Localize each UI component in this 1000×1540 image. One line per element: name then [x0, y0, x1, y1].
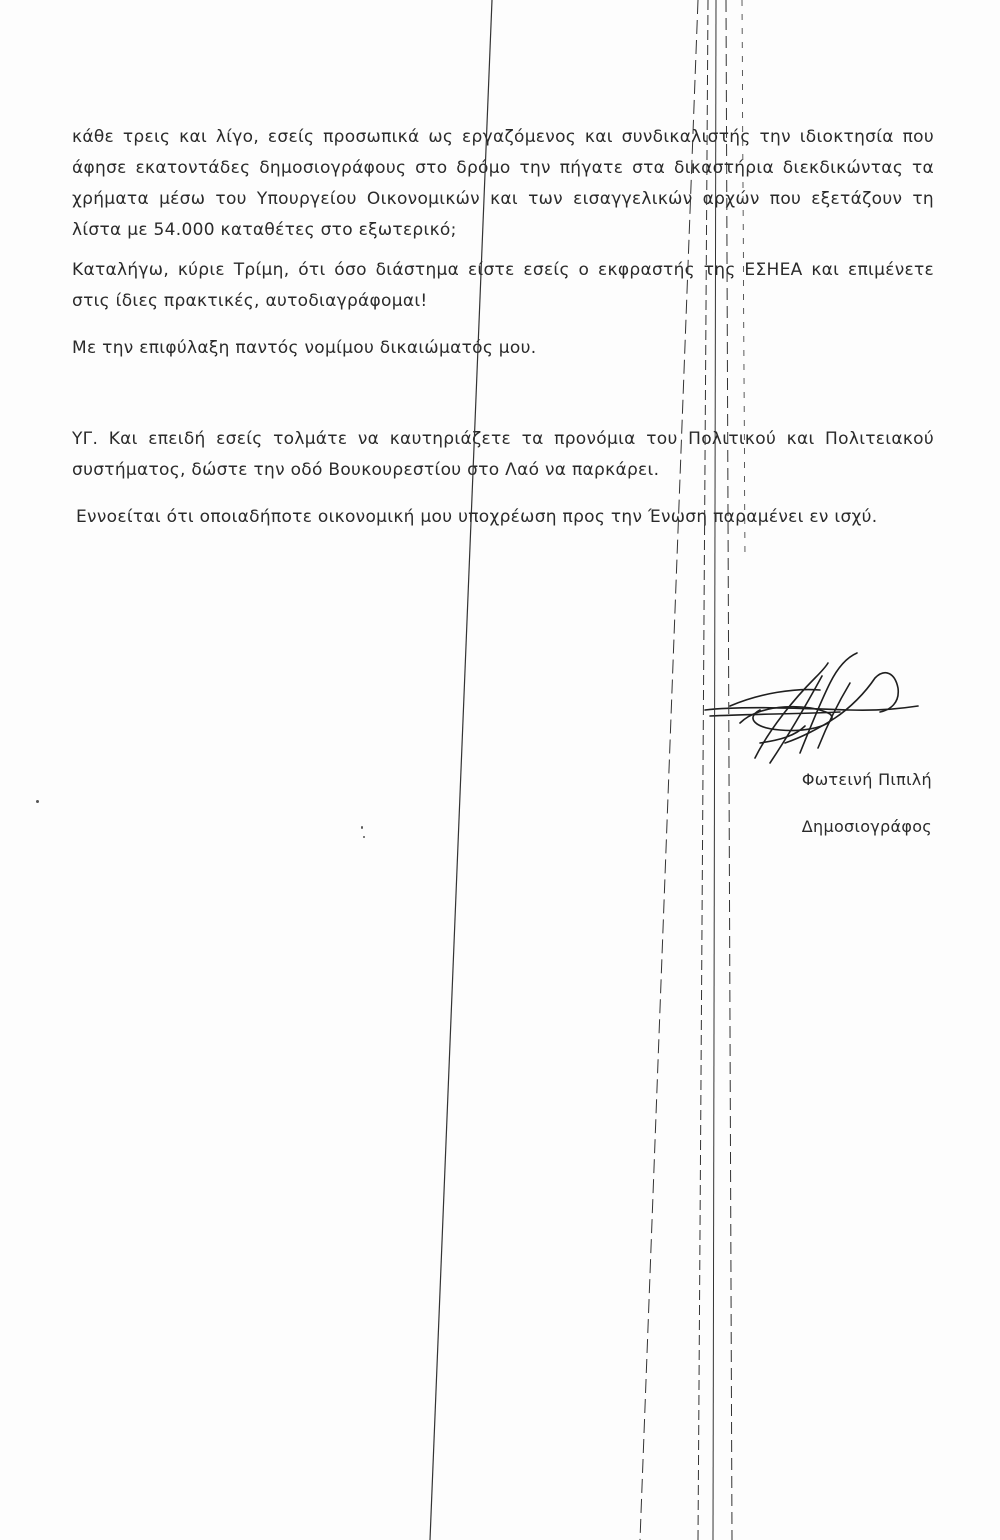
paragraph-obligation: Εννοείται ότι οποιαδήποτε οικονομική μου υποχρέωση προς την Ένωση παραμένει εν ισχύ. [76, 507, 878, 527]
scan-speck [363, 836, 365, 838]
signatory-name: Φωτεινή Πιπιλή [801, 770, 932, 789]
signatory-role: Δημοσιογράφος [801, 817, 932, 836]
scan-speck [361, 826, 363, 829]
paragraph-2: Καταλήγω, κύριε Τρίμη, ότι όσο διάστημα είστε εσείς ο εκφραστής της ΕΣΗΕΑ και επιμένετε στις ίδιες πρακτικές, αυτοδιαγράφομαι! [72, 260, 934, 311]
postscript-paragraph: ΥΓ. Και επειδή εσείς τολμάτε να καυτηριάζετε τα προνόμια του Πολιτικού και Πολιτειακού συστήματος, δώστε την οδό Βουκουρεστίου στο Λαό να παρκάρει. [72, 429, 934, 480]
paragraph-3: Με την επιφύλαξη παντός νομίμου δικαιώματός μου. [72, 338, 537, 358]
handwritten-signature [700, 648, 925, 778]
paragraph-1: κάθε τρεις και λίγο, εσείς προσωπικά ως εργαζόμενος και συνδικαλιστής την ιδιοκτησία που άφησε εκατοντάδες δημοσιογράφους στο δρόμο την πήγατε στα δικαστήρια διεκδικώντας τα χρήματα μέσω του Υπουργείου Οικονομικών και των εισαγγελικών αρχών που εξετάζουν τη λίστα με 54.000 καταθέτες στο εξωτερικό; [72, 127, 934, 240]
scan-speck [36, 800, 39, 803]
